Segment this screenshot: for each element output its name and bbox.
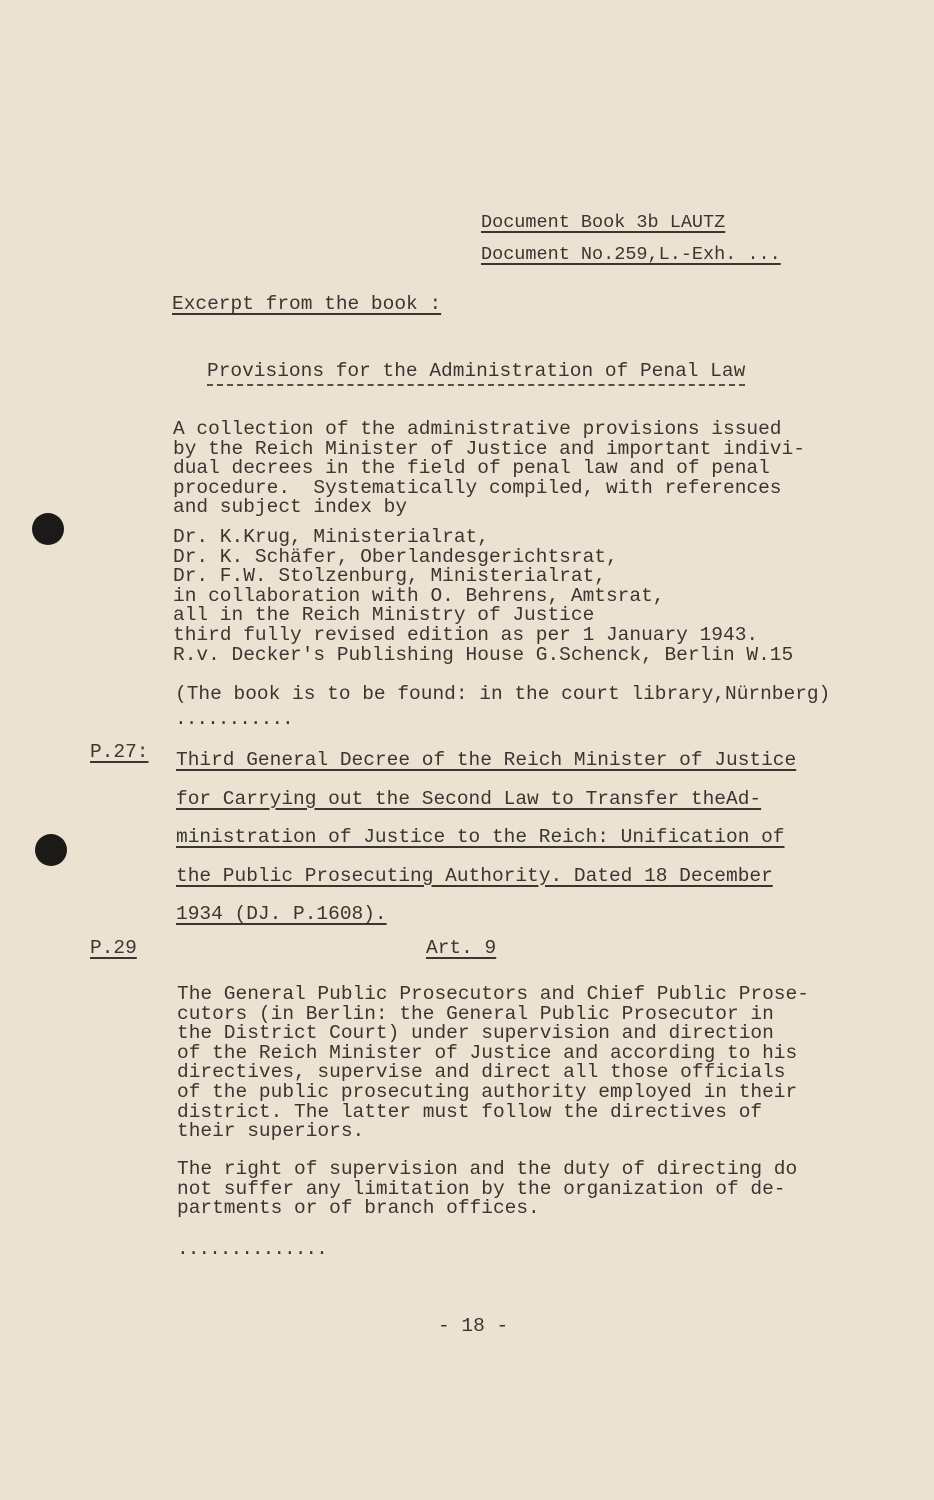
author-line: Dr. K. Schäfer, Oberlandesgerichtsrat, [173, 545, 618, 568]
paragraph-line: cutors (in Berlin: the General Public Prosecutor in [177, 1002, 774, 1025]
document-book-label: Document Book 3b LAUTZ [481, 212, 726, 233]
description-line: A collection of the administrative provisions issued [173, 418, 782, 440]
paragraph-line: partments or of branch offices. [177, 1197, 540, 1220]
description-line: dual decrees in the field of penal law and of penal [173, 457, 770, 480]
article-paragraph-2 [177, 1160, 797, 1219]
decree-title-line: Third General Decree of the Reich Minister of Justice [176, 749, 797, 771]
author-line: all in the Reich Ministry of Justice [173, 604, 595, 627]
paragraph-line: the District Court) under supervision and direction [177, 1022, 774, 1045]
punch-hole-bottom [35, 834, 67, 866]
decree-title-line: the Public Prosecuting Authority. Dated 18 December [176, 864, 773, 887]
document-number-label: Document No.259,L.-Exh. ... [481, 244, 781, 265]
authors-block [173, 528, 793, 665]
punch-hole-top [32, 513, 64, 545]
page-ref-29: P.29 [90, 937, 137, 959]
description-line: and subject index by [173, 496, 408, 519]
description-line: procedure. Systematically compiled, with references [173, 476, 782, 499]
book-title: Provisions for the Administration of Penal Law [207, 360, 745, 386]
paragraph-line: The right of supervision and the duty of directing do [177, 1158, 798, 1180]
decree-title-line: for Carrying out the Second Law to Transfer theAd- [176, 787, 762, 810]
decree-title-line: ministration of Justice to the Reich: Unification of [176, 826, 785, 848]
excerpt-label: Excerpt from the book : [172, 293, 442, 315]
author-line: third fully revised edition as per 1 January 1943. [173, 623, 759, 646]
page-ref-27: P.27: [90, 741, 149, 763]
page-number: - 18 - [438, 1315, 509, 1337]
author-line: Dr. K.Krug, Ministerialrat, [173, 526, 489, 548]
book-description [173, 420, 805, 518]
location-note: (The book is to be found: in the court library,Nürnberg) [175, 683, 831, 705]
article-paragraph-1 [177, 985, 809, 1142]
paragraph-line: district. The latter must follow the directives of [177, 1100, 763, 1123]
paragraph-line: not suffer any limitation by the organization of de- [177, 1177, 786, 1200]
paragraph-line: The General Public Prosecutors and Chief Public Prose- [177, 983, 809, 1005]
author-line: in collaboration with O. Behrens, Amtsrat, [173, 584, 665, 607]
author-line: R.v. Decker's Publishing House G.Schenck, Berlin W.15 [173, 643, 794, 666]
paragraph-line: directives, supervise and direct all those officials [177, 1061, 786, 1084]
decree-title-line: 1934 (DJ. P.1608). [176, 903, 387, 925]
ellipsis-separator: .............. [177, 1238, 327, 1260]
description-line: by the Reich Minister of Justice and important indivi- [173, 437, 805, 460]
ellipsis-separator: ........... [175, 708, 293, 730]
paragraph-line: their superiors. [177, 1120, 365, 1143]
author-line: Dr. F.W. Stolzenburg, Ministerialrat, [173, 565, 606, 588]
paragraph-line: of the Reich Minister of Justice and according to his [177, 1041, 798, 1064]
decree-title [176, 741, 796, 934]
paragraph-line: of the public prosecuting authority employed in their [177, 1080, 798, 1103]
article-heading: Art. 9 [426, 937, 497, 959]
